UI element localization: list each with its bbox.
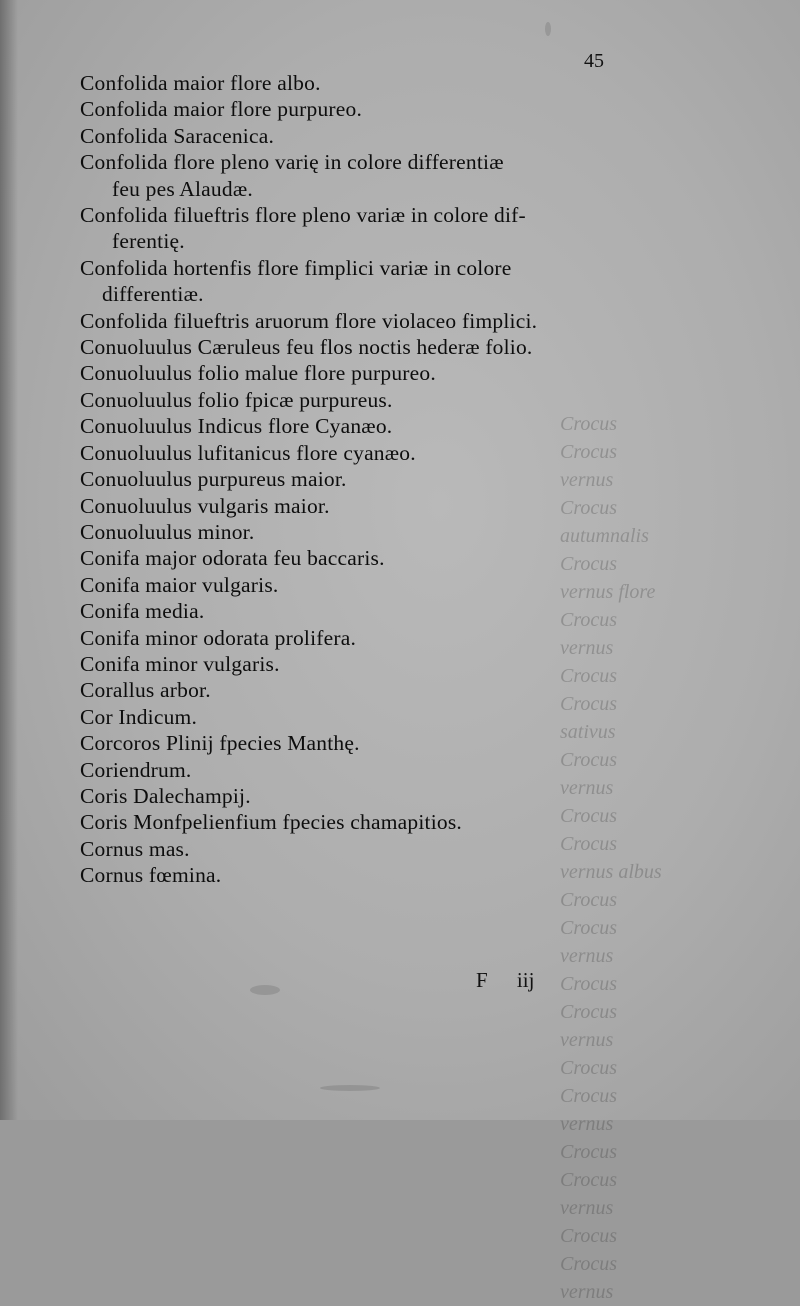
list-item — [80, 625, 620, 651]
entry-text: Conifa minor odorata prolifera. — [80, 625, 357, 650]
list-item — [80, 255, 620, 308]
list-item — [80, 651, 620, 677]
entry-text: Confolida maior flore albo. — [80, 71, 321, 95]
entry-continuation: ferentię. — [112, 229, 185, 254]
entry-text: Conuoluulus Indicus flore Cyanæo. — [80, 414, 393, 439]
list-item — [80, 149, 620, 202]
list-item — [80, 783, 620, 809]
entry-text: Confolida hortenfis flore fimplici variæ in colore — [80, 255, 512, 280]
entry-text: Coris Monfpelienfium fpecies chamapitios. — [80, 810, 462, 835]
entry-text: Conifa minor vulgaris. — [80, 651, 280, 676]
list-item — [80, 757, 620, 783]
entry-text: Conuoluulus folio malue flore purpureo. — [80, 361, 436, 386]
list-item — [80, 862, 620, 888]
list-item — [80, 387, 620, 413]
list-item — [80, 413, 620, 439]
list-item — [80, 519, 620, 545]
list-item — [80, 334, 620, 360]
ink-smudge — [320, 1085, 380, 1091]
list-item — [80, 466, 620, 492]
entry-text: Cor Indicum. — [80, 704, 198, 729]
list-item — [80, 123, 620, 149]
list-item — [80, 308, 620, 334]
list-item — [80, 360, 620, 386]
list-item — [80, 96, 620, 122]
entry-text: Confolida filueftris aruorum flore violaceo fimplici. — [80, 308, 538, 333]
entry-text: Conuoluulus Cæruleus feu flos noctis hederæ folio. — [80, 335, 533, 360]
entry-text: Conuoluulus vulgaris maior. — [80, 493, 330, 518]
entry-text: Conuoluulus minor. — [80, 519, 255, 544]
entry-text: Confolida maior flore purpureo. — [80, 97, 363, 122]
entry-text: Corallus arbor. — [80, 678, 211, 703]
entry-continuation: differentiæ. — [102, 282, 204, 307]
list-item — [80, 70, 620, 96]
ink-smudge — [250, 985, 280, 995]
entry-text: Cornus mas. — [80, 836, 190, 861]
list-item — [80, 704, 620, 730]
entry-text: Confolida Saracenica. — [80, 123, 275, 148]
entry-text: Confolida filueftris flore pleno variæ in colore dif- — [80, 203, 526, 228]
list-item — [80, 809, 620, 835]
list-item — [80, 572, 620, 598]
list-item — [80, 836, 620, 862]
entry-text: Conuoluulus lufitanicus flore cyanæo. — [80, 440, 416, 465]
entry-text: Conifa media. — [80, 599, 205, 624]
entry-text: Cornus fœmina. — [80, 863, 222, 888]
entry-text: Conuoluulus folio fpicæ purpureus. — [80, 387, 393, 412]
plant-name-list — [80, 70, 620, 889]
page-number: 45 — [584, 50, 604, 72]
bleed-through-text: Crocus Crocus vernus Crocus autumnalis Crocus vernus flore Crocus vernus Crocus Crocus sativus Crocus vernus Crocus Crocus vernus albus Crocus Crocus vernus Crocus Crocus vernus Crocus Crocus vernus Crocus Crocus vernus Crocus Crocus vernus — [560, 413, 662, 1303]
entry-text: Coriendrum. — [80, 757, 192, 782]
entry-text: Conifa maior vulgaris. — [80, 572, 279, 597]
signature-mark: F iij — [476, 968, 535, 992]
list-item — [80, 202, 620, 255]
entry-text: Confolida flore pleno varię in colore differentiæ — [80, 150, 504, 175]
list-item — [80, 493, 620, 519]
entry-text: Coris Dalechampij. — [80, 783, 251, 808]
entry-text: Conuoluulus purpureus maior. — [80, 467, 347, 492]
list-item — [80, 730, 620, 756]
page-edge-shadow — [0, 0, 18, 1120]
list-item — [80, 598, 620, 624]
entry-text: Corcoros Plinij fpecies Manthę. — [80, 731, 360, 756]
list-item — [80, 677, 620, 703]
list-item — [80, 440, 620, 466]
ink-smudge — [545, 22, 551, 36]
entry-text: Conifa major odorata feu baccaris. — [80, 546, 385, 571]
entry-continuation: feu pes Alaudæ. — [112, 176, 253, 201]
list-item — [80, 545, 620, 571]
